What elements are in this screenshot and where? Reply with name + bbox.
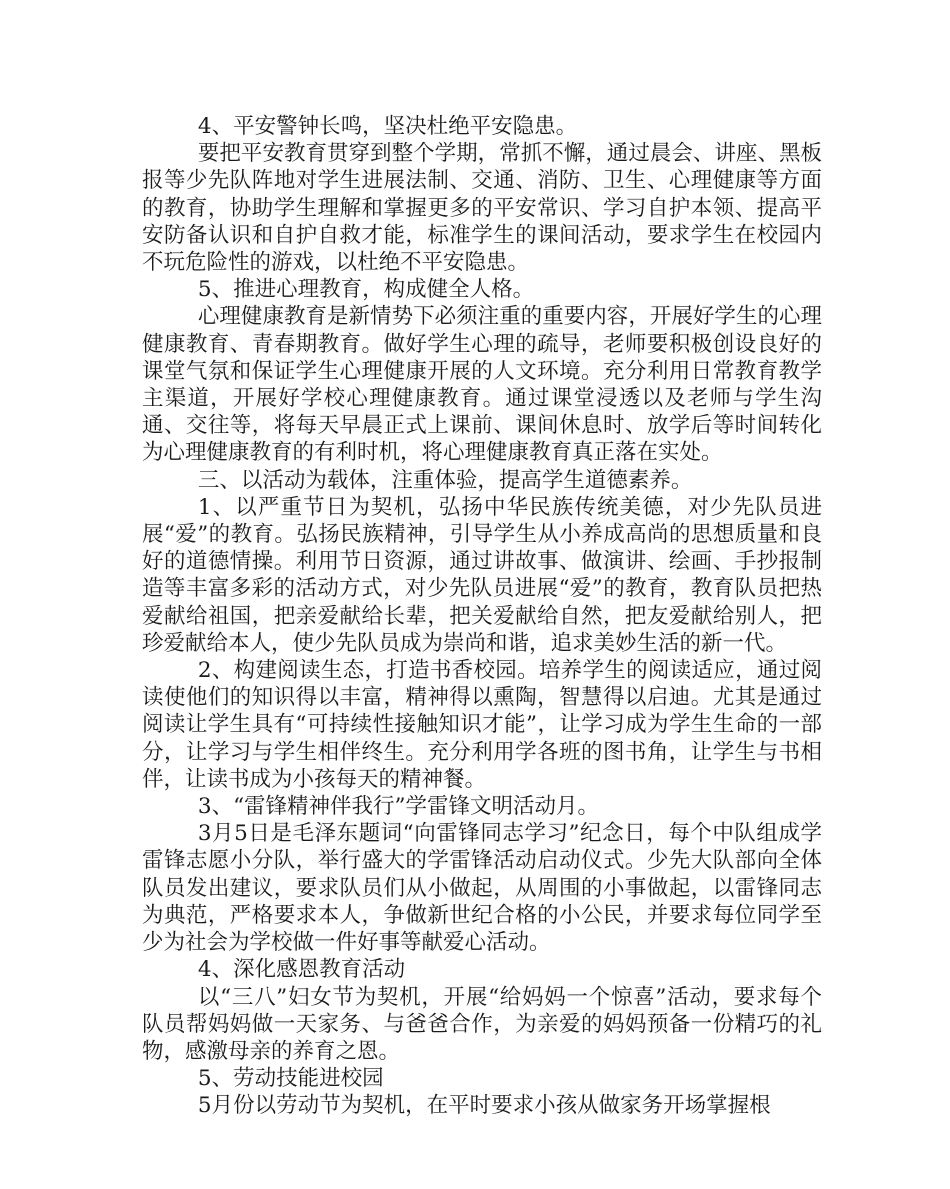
section-heading-leifeng: 3、“雷锋精神伴我行”学雷锋文明活动月。 bbox=[197, 794, 600, 820]
section-heading-activities: 三、以活动为载体，注重体验，提高学生道德素养。 bbox=[197, 467, 693, 493]
paragraph-gratitude: 以“三八”妇女节为契机，开展“给妈妈一个惊喜”活动，要求每个队员帮妈妈做一天家务、与爸爸合作，为亲爱的妈妈预备一份精巧的礼物，感激母亲的养育之恩。 bbox=[142, 984, 822, 1064]
paragraph-labor: 5月份以劳动节为契机，在平时要求小孩从做家务开场掌握根 bbox=[197, 1093, 771, 1119]
section-heading-gratitude: 4、深化感恩教育活动 bbox=[197, 957, 406, 983]
section-heading-psychology: 5、推进心理教育，构成健全人格。 bbox=[197, 277, 535, 303]
paragraph-psychology: 心理健康教育是新情势下必须注重的重要内容，开展好学生的心理健康教育、青春期教育。做好学生心理的疏导，老师要积极创设良好的课堂气氛和保证学生心理健康开展的人文环境。充分利用日常教育教学主渠道，开展好学校心理健康教育。通过课堂浸透以及老师与学生沟通、交往等，将每天早晨正式上课前、课间休息时、放学后等时间转化为心理健康教育的有利时机，将心理健康教育真正落在实处。 bbox=[142, 304, 822, 466]
paragraph-festivals: 1、以严重节日为契机，弘扬中华民族传统美德，对少先队员进展“爱”的教育。弘扬民族精神，引导学生从小养成高尚的思想质量和良好的道德情操。利用节日资源，通过讲故事、做演讲、绘画、手抄报制造等丰富多彩的活动方式，对少先队员进展“爱”的教育，教育队员把热爱献给祖国，把亲爱献给长辈，把关爱献给自然，把友爱献给别人，把珍爱献给本人，使少先队员成为崇尚和谐，追求美妙生活的新一代。 bbox=[142, 494, 822, 656]
paragraph-reading: 2、构建阅读生态，打造书香校园。培养学生的阅读适应，通过阅读使他们的知识得以丰富，精神得以熏陶，智慧得以启迪。尤其是通过阅读让学生具有“可持续性接触知识才能”，让学习成为学生生命的一部分，让学习与学生相伴终生。充分利用学各班的图书角，让学生与书相伴，让读书成为小孩每天的精神餐。 bbox=[142, 658, 822, 792]
document-body bbox=[142, 113, 822, 1120]
paragraph-safety: 要把平安教育贯穿到整个学期，常抓不懈，通过晨会、讲座、黑板报等少先队阵地对学生进展法制、交通、消防、卫生、心理健康等方面的教育，协助学生理解和掌握更多的平安常识、学习自护本领、提高平安防备认识和自护自救才能，标准学生的课间活动，要求学生在校园内不玩危险性的游戏，以杜绝不平安隐患。 bbox=[142, 141, 822, 276]
section-heading-labor: 5、劳动技能进校园 bbox=[197, 1066, 384, 1092]
section-heading-safety: 4、平安警钟长鸣，坚决杜绝平安隐患。 bbox=[197, 114, 578, 139]
paragraph-leifeng: 3月5日是毛泽东题词“向雷锋同志学习”纪念日，每个中队组成学雷锋志愿小分队，举行盛大的学雷锋活动启动仪式。少先大队部向全体队员发出建议，要求队员们从小做起，从周围的小事做起，以雷锋同志为典范，严格要求本人，争做新世纪合格的小公民，并要求每位同学至少为社会为学校做一件好事等献爱心活动。 bbox=[142, 821, 822, 956]
